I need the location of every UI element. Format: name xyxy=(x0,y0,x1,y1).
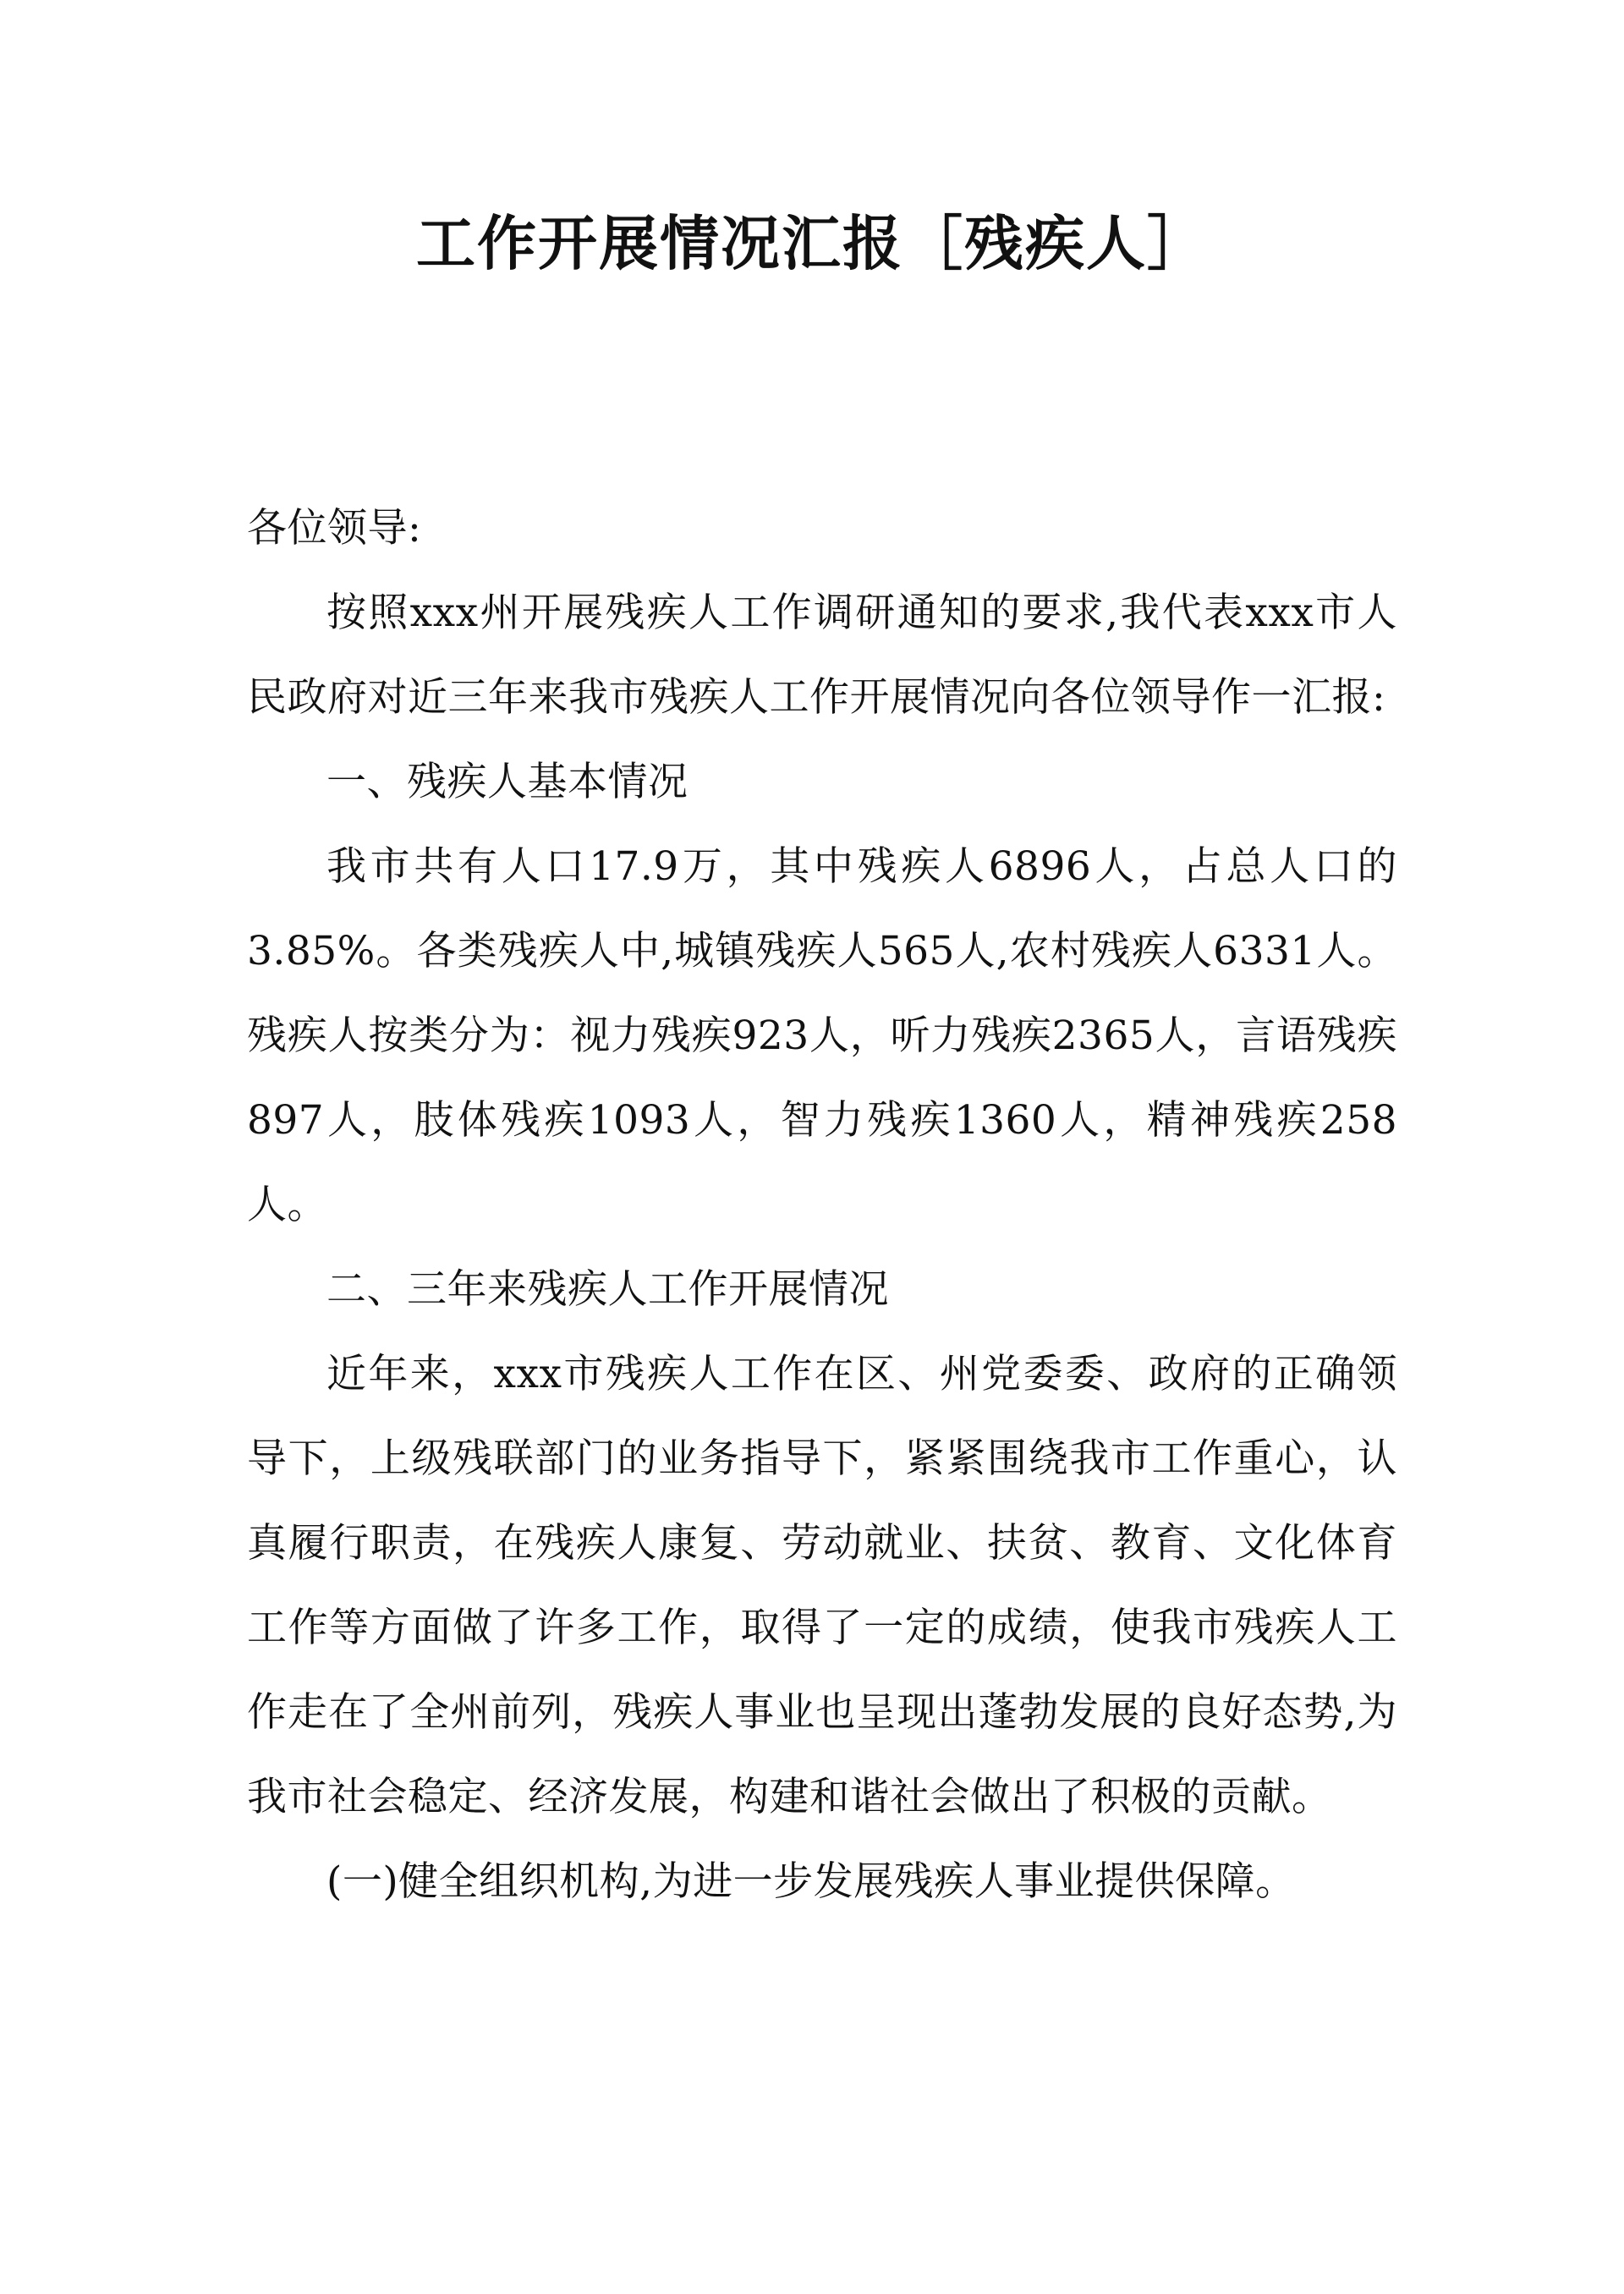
paragraph-overview: 近年来，xxx市残疾人工作在区、州党委委、政府的正确领导下，上级残联部门的业务指导下，紧紧围绕我市工作重心，认真履行职责，在残疾人康复、劳动就业、扶贫、教育、文化体育工作等方面做了许多工作，取得了一定的成绩，使我市残疾人工作走在了全州前列，残疾人事业也呈现出蓬勃发展的良好态势,为我市社会稳定、经济发展，构建和谐社会做出了积极的贡献。 xyxy=(247,1351,1397,1820)
section-heading-1: 一、残疾人基本情况 xyxy=(326,759,689,805)
salutation: 各位领导: xyxy=(247,505,422,552)
subsection-heading-1: (一)健全组织机构,为进一步发展残疾人事业提供保障。 xyxy=(326,1858,1296,1905)
paragraph-basic-info: 我市共有人口17.9万，其中残疾人6896人，占总人口的3.85%。各类残疾人中,城镇残疾人565人,农村残疾人6331人。残疾人按类分为：视力残疾923人，听力残疾2365人，言语残疾897人，肢体残疾1093人，智力残疾1360人，精神残疾258人。 xyxy=(247,843,1397,1228)
document-body xyxy=(247,486,1397,1924)
paragraph-intro: 按照xxx州开展残疾人工作调研通知的要求,我代表xxx市人民政府对近三年来我市残疾人工作开展情况向各位领导作一汇报: xyxy=(247,590,1397,721)
section-heading-2: 二、三年来残疾人工作开展情况 xyxy=(326,1266,889,1313)
document-title: 工作开展情况汇报［残疾人］ xyxy=(416,208,1208,278)
